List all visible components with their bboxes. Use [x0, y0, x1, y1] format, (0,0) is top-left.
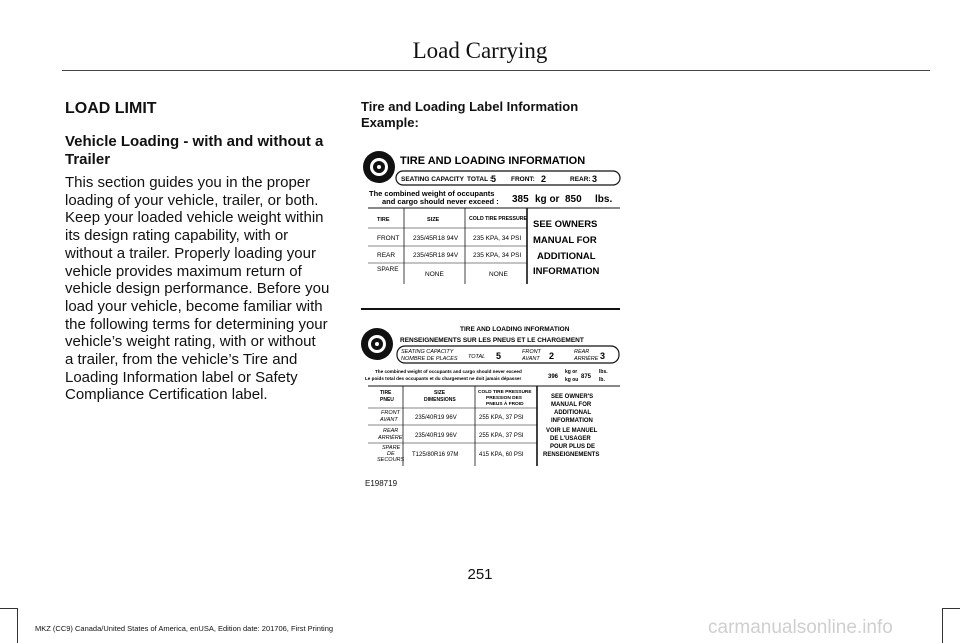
label2-row-tire-en: SPARE	[382, 445, 401, 451]
label1-weight-lbs: 850	[565, 194, 582, 205]
section-title: LOAD LIMIT	[65, 100, 157, 117]
label2-seating-en: SEATING CAPACITY	[401, 349, 454, 355]
label1-kg-or: kg or	[535, 194, 560, 205]
label1-row-tire: REAR	[377, 252, 396, 259]
label1-owners-line: SEE OWNERS	[533, 219, 598, 230]
label2-col-size-fr: DIMENSIONS	[424, 397, 456, 403]
caption-line: Example:	[361, 115, 419, 130]
page-header-title: Load Carrying	[412, 38, 548, 63]
figure-id: E198719	[365, 479, 398, 488]
label1-rear-label: REAR:	[570, 176, 591, 183]
label1-row-size: 235/45R18 94V	[413, 235, 459, 242]
label2-kg-ou: kg ou	[565, 377, 579, 383]
header-divider	[62, 70, 930, 71]
label2-col-size-en: SIZE	[434, 390, 446, 396]
label1-col-tire: TIRE	[377, 217, 390, 223]
caption-line: Tire and Loading Label Information	[361, 99, 579, 114]
body-line: its design rating capability, with or	[65, 227, 289, 245]
label2-owners-line: RENSEIGNEMENTS	[543, 452, 600, 458]
label2-kg-or: kg or	[565, 369, 578, 375]
label2-lb: lb.	[599, 377, 605, 383]
page-footer: MKZ (CC9) Canada/United States of America, enUSA, Edition date: 201706, First Printing	[35, 624, 334, 633]
body-line: Keep your loaded vehicle weight within	[65, 209, 324, 227]
watermark[interactable]: carmanualsonline.info	[708, 617, 893, 638]
label2-owners-line: INFORMATION	[551, 418, 593, 424]
figure-caption	[361, 99, 621, 131]
label2-front: 2	[549, 351, 555, 361]
tire-loading-label-english	[360, 140, 625, 300]
tire-icon	[361, 328, 393, 360]
label2-row-tire-en: FRONT	[381, 410, 400, 416]
label2-front-en: FRONT	[522, 349, 541, 355]
tire-loading-label-bilingual	[360, 318, 625, 468]
label2-row-tire-fr: ARRIÈRE	[378, 435, 403, 441]
label1-row-pressure: 235 KPA, 34 PSI	[473, 235, 522, 242]
body-line: the following terms for determining your	[65, 315, 328, 333]
body-line: vehicle provides maximum return of	[65, 262, 302, 280]
label1-combined-line1: The combined weight of occupants	[369, 189, 495, 198]
label1-row-size: NONE	[425, 271, 444, 278]
label1-row-tire: SPARE	[377, 266, 399, 273]
label2-row-tire-en: REAR	[383, 428, 399, 434]
label1-combined-line2: and cargo should never exceed :	[382, 197, 499, 206]
body-line: load your vehicle, become familiar with	[65, 297, 323, 315]
label2-owners-line: ADDITIONAL	[554, 410, 591, 416]
label2-front-fr: AVANT	[522, 356, 540, 362]
body-line: This section guides you in the proper	[65, 174, 311, 191]
label2-row-tire-mid: DE	[387, 451, 395, 457]
label2-col-pressure: PNEUS À FROID	[486, 402, 524, 407]
label1-total: 5	[491, 174, 497, 184]
body-line: without a trailer. Properly loading your	[65, 244, 316, 262]
label2-owners-line: POUR PLUS DE	[550, 444, 596, 450]
label-separator	[361, 308, 620, 310]
body-line: Loading Information label or Safety	[65, 368, 298, 386]
label1-row-pressure: NONE	[489, 271, 508, 278]
label2-row-size: T125/80R16 97M	[412, 452, 459, 458]
label1-row-pressure: 235 KPA, 34 PSI	[473, 252, 522, 259]
label2-rear-en: REAR	[574, 349, 590, 355]
label2-owners-line: VOIR LE MANUEL	[546, 428, 598, 434]
label1-title: TIRE AND LOADING INFORMATION	[400, 155, 586, 167]
body-line: a trailer, from the vehicle’s Tire and	[65, 351, 298, 369]
label2-title-fr: RENSEIGNEMENTS SUR LES PNEUS ET LE CHARGEMENT	[400, 337, 584, 344]
label1-owners-line: ADDITIONAL	[537, 251, 596, 262]
body-line: Compliance Certification label.	[65, 386, 268, 404]
body-line: loading of your vehicle, trailer, or both.	[65, 191, 319, 209]
tire-icon	[363, 151, 395, 183]
label2-lbs: lbs.	[599, 369, 608, 375]
label2-row-pressure: 255 KPA, 37 PSI	[479, 433, 524, 439]
label2-row-size: 235/40R19 96V	[415, 415, 457, 421]
label1-rear: 3	[592, 174, 598, 184]
label1-col-pressure: COLD TIRE PRESSURE	[469, 216, 527, 222]
label2-row-tire-fr: AVANT	[380, 417, 398, 423]
page-number: 251	[467, 566, 493, 583]
body-line: vehicle design performance. Before you	[65, 280, 330, 298]
label1-owners-line: INFORMATION	[533, 266, 600, 277]
label1-row-tire: FRONT	[377, 235, 400, 242]
label2-owners-line: MANUAL FOR	[551, 402, 592, 408]
label2-weight-lbs: 875	[581, 374, 592, 380]
label1-total-label: TOTAL :	[467, 176, 492, 183]
label2-combined-en: The combined weight of occupants and cargo should never exceed	[375, 369, 522, 374]
label2-rear: 3	[600, 351, 606, 361]
label1-seating-capacity: SEATING CAPACITY	[401, 176, 464, 183]
label2-combined-fr: Le poids total des occupants et du chargement ne doit jamais dépasser	[365, 376, 522, 381]
crop-mark-right	[942, 608, 960, 643]
crop-mark-left	[0, 608, 18, 643]
label2-col-pressure: COLD TIRE PRESSURE	[478, 390, 532, 395]
label2-total: 5	[496, 351, 502, 361]
label1-front: 2	[541, 174, 547, 184]
label2-rear-fr: ARRIÈRE	[574, 356, 599, 362]
label1-front-label: FRONT:	[511, 176, 535, 183]
label1-lbs: lbs.	[595, 194, 613, 205]
label1-weight-kg: 385	[512, 194, 529, 205]
label2-row-size: 235/40R19 96V	[415, 433, 457, 439]
label2-owners-line: DE L'USAGER	[550, 436, 591, 442]
label1-row-size: 235/45R18 94V	[413, 252, 459, 259]
label1-owners-line: MANUAL FOR	[533, 235, 597, 246]
label2-title-en: TIRE AND LOADING INFORMATION	[460, 326, 570, 333]
label2-col-tire-en: TIRE	[380, 390, 392, 396]
label2-col-pressure: PRESSION DES	[486, 396, 522, 401]
label1-col-size: SIZE	[427, 217, 440, 223]
body-line: vehicle’s weight rating, with or without	[65, 333, 316, 351]
label2-row-pressure: 255 KPA, 37 PSI	[479, 415, 524, 421]
label2-weight-kg: 396	[548, 374, 559, 380]
label2-total-label: TOTAL	[468, 354, 486, 360]
section-body	[65, 174, 340, 404]
label2-row-tire-fr: SECOURS	[377, 457, 405, 463]
label2-col-tire-fr: PNEU	[380, 397, 394, 403]
label2-owners-line: SEE OWNER'S	[551, 394, 594, 400]
section-subtitle: Vehicle Loading - with and without a Trailer	[65, 133, 324, 168]
label2-seating-fr: NOMBRE DE PLACES	[401, 356, 458, 362]
label2-row-pressure: 415 KPA, 60 PSI	[479, 452, 524, 458]
